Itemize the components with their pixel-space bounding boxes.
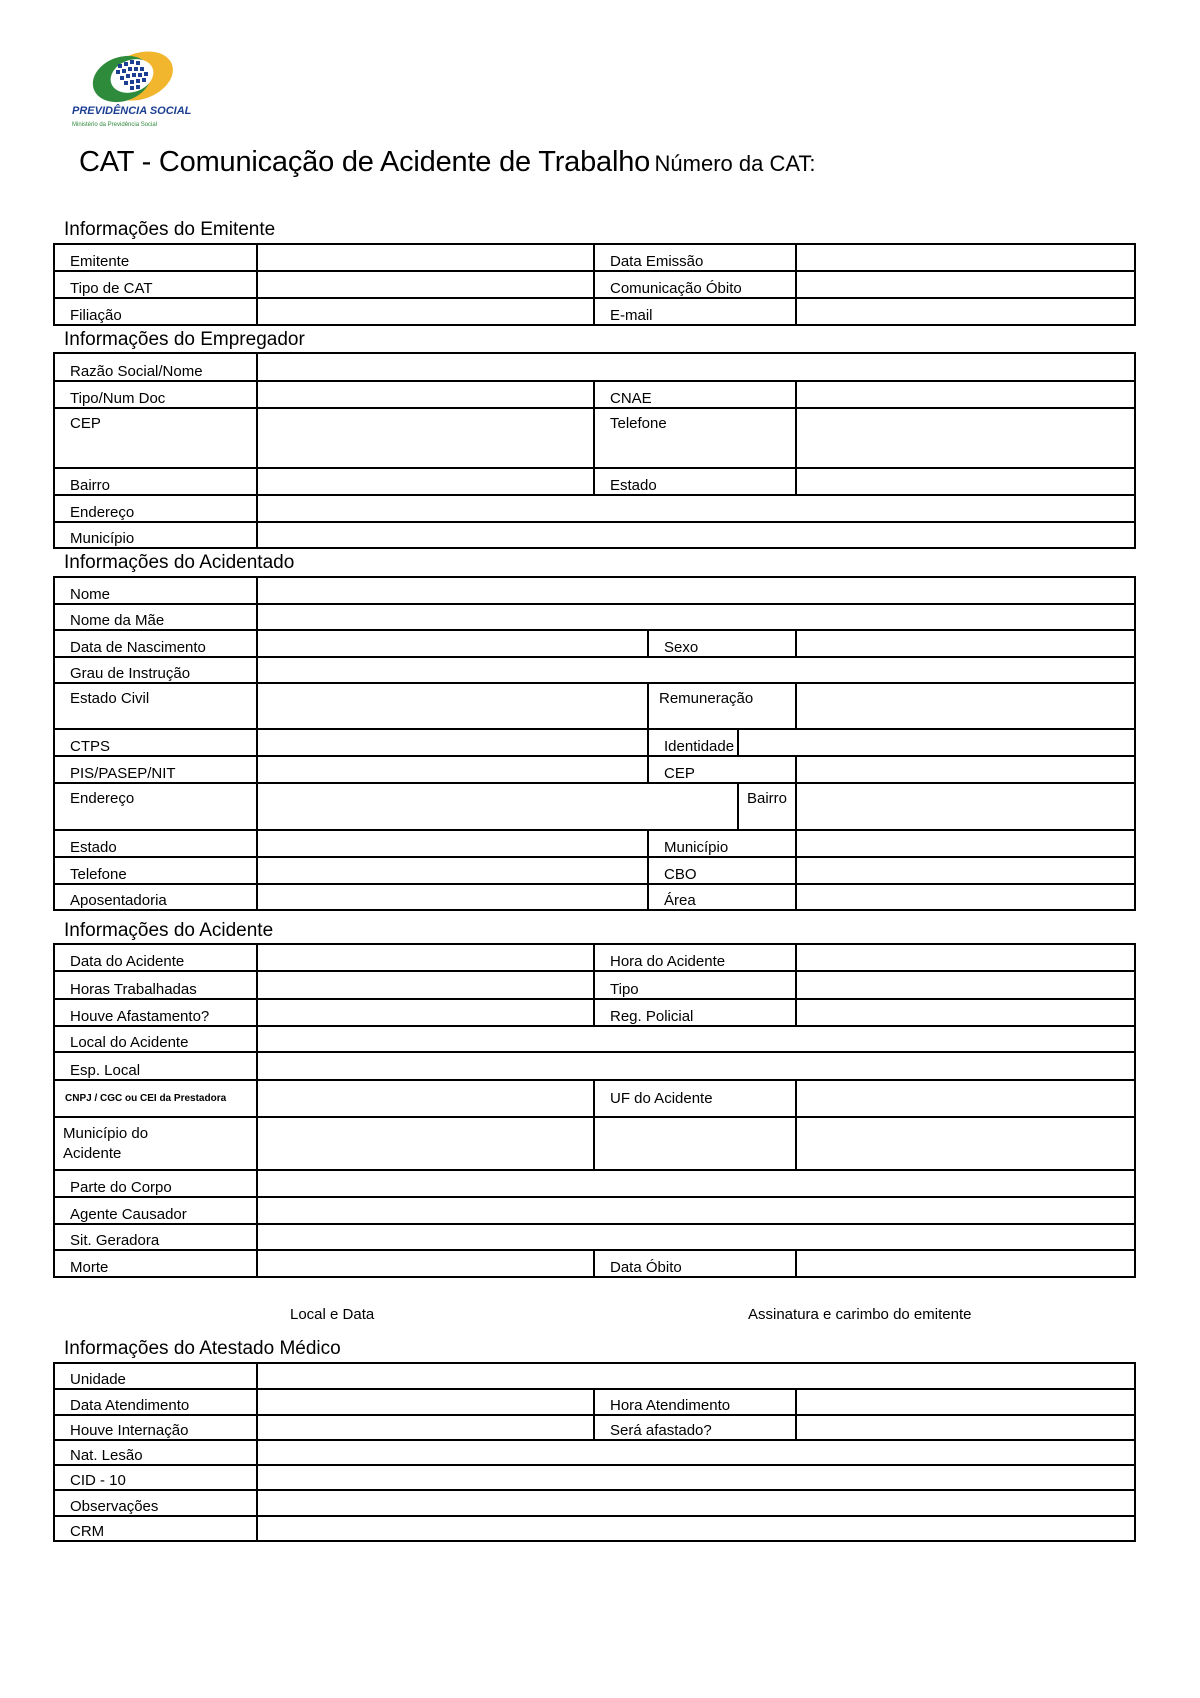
cat-number-label: Número da CAT:: [654, 151, 816, 176]
field-emitente[interactable]: [257, 244, 594, 271]
label-tipo: Tipo: [594, 971, 796, 999]
label-unidade: Unidade: [54, 1363, 257, 1389]
label-nome: Nome: [54, 577, 257, 604]
field-municipio[interactable]: [257, 522, 1135, 548]
field-morte[interactable]: [257, 1250, 594, 1277]
label-horas-trabalhadas: Horas Trabalhadas: [54, 971, 257, 999]
logo-name: PREVIDÊNCIA SOCIAL: [72, 105, 192, 117]
label-telefone-acidentado: Telefone: [54, 857, 257, 884]
field-municipio-acidente-extra[interactable]: [594, 1117, 796, 1170]
label-endereco: Endereço: [54, 495, 257, 522]
local-data-caption: Local e Data: [290, 1306, 375, 1323]
field-data-emissao[interactable]: [796, 244, 1135, 271]
label-bairro-acidentado: Bairro: [738, 783, 796, 830]
section-title-acidente: Informações do Acidente: [64, 920, 274, 941]
label-data-obito: Data Óbito: [594, 1250, 796, 1277]
field-sexo[interactable]: [796, 630, 1135, 657]
field-endereco-acidentado[interactable]: [257, 783, 738, 830]
label-grau-instrucao: Grau de Instrução: [54, 657, 257, 683]
label-data-nascimento: Data de Nascimento: [54, 630, 257, 657]
field-aposentadoria[interactable]: [257, 884, 648, 910]
field-telefone-acidentado[interactable]: [257, 857, 648, 884]
label-agente-causador: Agente Causador: [54, 1197, 257, 1224]
label-data-acidente: Data do Acidente: [54, 944, 257, 971]
label-identidade: Identidade: [648, 729, 738, 756]
field-pis[interactable]: [257, 756, 648, 783]
label-hora-acidente: Hora do Acidente: [594, 944, 796, 971]
field-houve-internacao[interactable]: [257, 1415, 594, 1440]
label-morte: Morte: [54, 1250, 257, 1277]
field-unidade[interactable]: [257, 1363, 1135, 1389]
field-municipio-acidente[interactable]: [257, 1117, 594, 1170]
label-ctps: CTPS: [54, 729, 257, 756]
label-area: Área: [648, 884, 796, 910]
label-filiacao: Filiação: [54, 298, 257, 325]
empregador-table: [53, 352, 1136, 549]
label-email: E-mail: [594, 298, 796, 325]
field-email[interactable]: [796, 298, 1135, 325]
field-agente-causador[interactable]: [257, 1197, 1135, 1224]
label-sit-geradora: Sit. Geradora: [54, 1224, 257, 1250]
field-nome[interactable]: [257, 577, 1135, 604]
field-bairro-acidentado[interactable]: [796, 783, 1135, 830]
label-emitente: Emitente: [54, 244, 257, 271]
label-sera-afastado: Será afastado?: [594, 1415, 796, 1440]
field-estado-acidentado[interactable]: [257, 830, 648, 857]
field-uf-acidente[interactable]: [796, 1080, 1135, 1117]
field-sera-afastado[interactable]: [796, 1415, 1135, 1440]
label-parte-corpo: Parte do Corpo: [54, 1170, 257, 1197]
field-municipio-acidentado[interactable]: [796, 830, 1135, 857]
label-cnpj-prestadora: CNPJ / CGC ou CEI da Prestadora: [54, 1080, 257, 1117]
field-data-atendimento[interactable]: [257, 1389, 594, 1415]
label-uf-acidente: UF do Acidente: [594, 1080, 796, 1117]
acidente-table: [53, 943, 1136, 1278]
label-pis: PIS/PASEP/NIT: [54, 756, 257, 783]
field-observacoes[interactable]: [257, 1490, 1135, 1516]
label-razao-social: Razão Social/Nome: [54, 353, 257, 381]
page-title: [79, 146, 816, 179]
previdencia-social-logo: [70, 46, 202, 132]
label-estado-civil: Estado Civil: [54, 683, 257, 729]
label-cnae: CNAE: [594, 381, 796, 408]
field-razao-social[interactable]: [257, 353, 1135, 381]
field-houve-afastamento[interactable]: [257, 999, 594, 1026]
field-filiacao[interactable]: [257, 298, 594, 325]
label-tipo-num-doc: Tipo/Num Doc: [54, 381, 257, 408]
label-crm: CRM: [54, 1516, 257, 1541]
field-tipo-cat[interactable]: [257, 271, 594, 298]
label-data-atendimento: Data Atendimento: [54, 1389, 257, 1415]
label-reg-policial: Reg. Policial: [594, 999, 796, 1026]
label-remuneracao: Remuneração: [648, 683, 796, 729]
field-tipo[interactable]: [796, 971, 1135, 999]
label-municipio: Município: [54, 522, 257, 548]
field-endereco[interactable]: [257, 495, 1135, 522]
field-cep-acidentado[interactable]: [796, 756, 1135, 783]
field-remuneracao[interactable]: [796, 683, 1135, 729]
field-reg-policial[interactable]: [796, 999, 1135, 1026]
field-grau-instrucao[interactable]: [257, 657, 1135, 683]
label-nat-lesao: Nat. Lesão: [54, 1440, 257, 1465]
logo-tagline: Ministério da Previdência Social: [72, 122, 158, 128]
label-cep: CEP: [54, 408, 257, 468]
field-hora-acidente[interactable]: [796, 944, 1135, 971]
label-nome-mae: Nome da Mãe: [54, 604, 257, 630]
field-ctps[interactable]: [257, 729, 648, 756]
label-telefone: Telefone: [594, 408, 796, 468]
field-data-acidente[interactable]: [257, 944, 594, 971]
field-bairro[interactable]: [257, 468, 594, 495]
field-horas-trabalhadas[interactable]: [257, 971, 594, 999]
label-municipio-acidentado: Município: [648, 830, 796, 857]
section-title-atestado: Informações do Atestado Médico: [64, 1338, 341, 1359]
field-parte-corpo[interactable]: [257, 1170, 1135, 1197]
field-data-obito[interactable]: [796, 1250, 1135, 1277]
label-estado-acidentado: Estado: [54, 830, 257, 857]
field-area[interactable]: [796, 884, 1135, 910]
field-local-acidente[interactable]: [257, 1026, 1135, 1052]
field-telefone[interactable]: [796, 408, 1135, 468]
label-estado: Estado: [594, 468, 796, 495]
field-municipio-acidente-extra2[interactable]: [796, 1117, 1135, 1170]
label-sexo: Sexo: [648, 630, 796, 657]
label-cbo: CBO: [648, 857, 796, 884]
label-cep-acidentado: CEP: [648, 756, 796, 783]
field-estado-civil[interactable]: [257, 683, 648, 729]
atestado-table: [53, 1362, 1136, 1542]
label-aposentadoria: Aposentadoria: [54, 884, 257, 910]
label-cid: CID - 10: [54, 1465, 257, 1490]
signature-caption: Assinatura e carimbo do emitente: [748, 1306, 972, 1323]
section-title-acidentado: Informações do Acidentado: [64, 552, 295, 573]
label-bairro: Bairro: [54, 468, 257, 495]
field-nome-mae[interactable]: [257, 604, 1135, 630]
form-title: CAT - Comunicação de Acidente de Trabalho: [79, 146, 651, 178]
field-cnae[interactable]: [796, 381, 1135, 408]
acidentado-table: [53, 576, 1136, 911]
field-cep[interactable]: [257, 408, 594, 468]
section-title-emitente: Informações do Emitente: [64, 219, 276, 240]
section-title-empregador: Informações do Empregador: [64, 329, 305, 350]
field-sit-geradora[interactable]: [257, 1224, 1135, 1250]
label-hora-atendimento: Hora Atendimento: [594, 1389, 796, 1415]
field-comunicacao-obito[interactable]: [796, 271, 1135, 298]
field-hora-atendimento[interactable]: [796, 1389, 1135, 1415]
field-cid[interactable]: [257, 1465, 1135, 1490]
field-nat-lesao[interactable]: [257, 1440, 1135, 1465]
label-comunicacao-obito: Comunicação Óbito: [594, 271, 796, 298]
field-identidade[interactable]: [738, 729, 1135, 756]
label-data-emissao: Data Emissão: [594, 244, 796, 271]
label-houve-internacao: Houve Internação: [54, 1415, 257, 1440]
label-esp-local: Esp. Local: [54, 1052, 257, 1080]
field-crm[interactable]: [257, 1516, 1135, 1541]
label-municipio-acidente: Município do Acidente: [54, 1117, 257, 1170]
field-estado[interactable]: [796, 468, 1135, 495]
label-tipo-cat: Tipo de CAT: [54, 271, 257, 298]
label-endereco-acidentado: Endereço: [54, 783, 257, 830]
field-cnpj-prestadora[interactable]: [257, 1080, 594, 1117]
field-esp-local[interactable]: [257, 1052, 1135, 1080]
label-observacoes: Observações: [54, 1490, 257, 1516]
label-local-acidente: Local do Acidente: [54, 1026, 257, 1052]
emitente-table: [53, 243, 1136, 326]
field-cbo[interactable]: [796, 857, 1135, 884]
field-tipo-num-doc[interactable]: [257, 381, 594, 408]
field-data-nascimento[interactable]: [257, 630, 648, 657]
label-houve-afastamento: Houve Afastamento?: [54, 999, 257, 1026]
